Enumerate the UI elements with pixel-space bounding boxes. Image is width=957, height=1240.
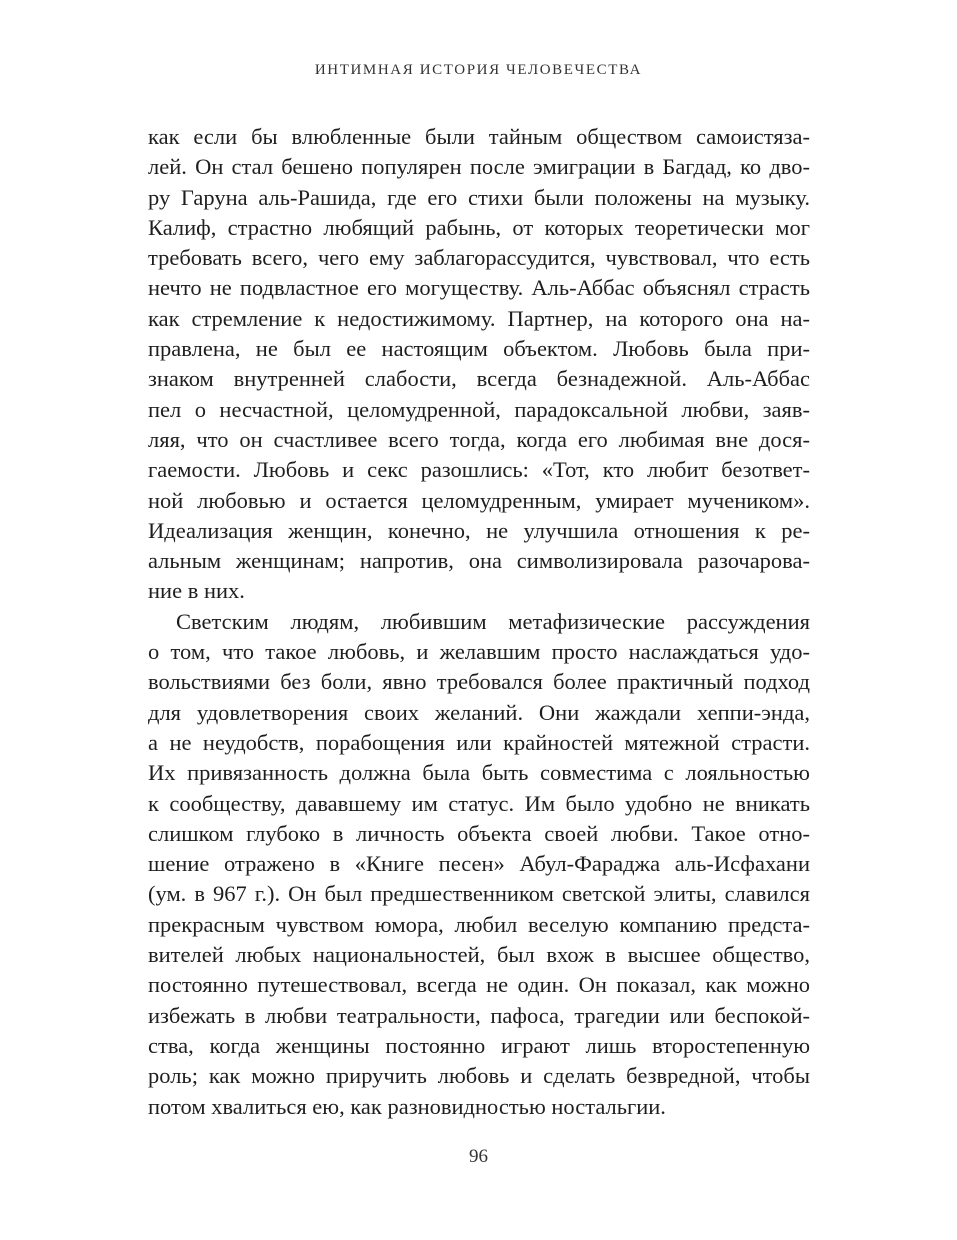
text-line: (ум. в 967 г.). Он был предшественником светской элиты, славился [148, 881, 810, 907]
text-line: Светским людям, любившим метафизические рассуждения [176, 608, 810, 634]
text-line: ру Гаруна аль-Рашида, где его стихи были положены на музыку. [148, 184, 810, 210]
text-line: о том, что такое любовь, и желавшим просто наслаждаться удо- [148, 639, 810, 665]
text-line: лей. Он стал бешено популярен после эмиграции в Багдад, ко дво- [148, 154, 810, 180]
text-line: альным женщинам; напротив, она символизировала разочарова- [148, 548, 810, 574]
text-line: как если бы влюбленные были тайным обществом самоистяза- [148, 124, 810, 149]
page-number: 96 [469, 1146, 488, 1167]
text-line: нечто не подвластное его могуществу. Аль-Аббас объяснял страсть [148, 275, 810, 301]
text-line: вителей любых национальностей, был вхож в высшее общество, [148, 942, 810, 968]
text-line: Идеализация женщин, конечно, не улучшила отношения к ре- [148, 517, 810, 543]
text-line: потом хвалиться ею, как разновидностью ностальгии. [148, 1093, 666, 1119]
text-line: шение отражено в «Книге песен» Абул-Фараджа аль-Исфахани [148, 851, 810, 877]
text-line: требовать всего, чего ему заблагорассудится, чувствовал, что есть [148, 245, 810, 271]
text-line: правлена, не был ее настоящим объектом. Любовь была при- [148, 336, 810, 362]
text-line: к сообществу, дававшему им статус. Им было удобно не вникать [148, 790, 810, 816]
text-line: для удовлетворения своих желаний. Они жаждали хеппи-энда, [148, 699, 810, 725]
text-line: Их привязанность должна была быть совместима с лояльностью [148, 760, 810, 786]
text-line: а не неудобств, порабощения или крайностей мятежной страсти. [148, 729, 810, 755]
text-line: постоянно путешествовал, всегда не один. Он показал, как можно [148, 972, 810, 998]
text-line: роль; как можно приручить любовь и сделать безвредной, чтобы [148, 1063, 810, 1089]
text-line: прекрасным чувством юмора, любил веселую компанию предста- [148, 911, 810, 937]
text-line: Калиф, страстно любящий рабынь, от которых теоретически мог [148, 214, 810, 240]
text-line: ляя, что он счастливее всего тогда, когда его любимая вне дося- [148, 426, 810, 452]
text-line: ства, когда женщины постоянно играют лишь второстепенную [148, 1032, 810, 1058]
paragraph [148, 607, 810, 1122]
text-line: избежать в любви театральности, пафоса, трагедии или беспокой- [148, 1002, 810, 1028]
text-line: знаком внутренней слабости, всегда безнадежной. Аль-Аббас [148, 366, 810, 392]
text-line: слишком глубоко в личность объекта своей любви. Такое отно- [148, 820, 810, 846]
running-head: ИНТИМНАЯ ИСТОРИЯ ЧЕЛОВЕЧЕСТВА [314, 62, 643, 78]
text-line: ной любовью и остается целомудренным, умирает мучеником». [148, 487, 810, 513]
text-line: вольствиями без боли, явно требовался более практичный подход [148, 669, 810, 695]
text-line: ние в них. [148, 578, 245, 604]
body-text [148, 122, 810, 1122]
text-line: как стремление к недостижимому. Партнер, на которого она на- [148, 305, 810, 331]
text-line: гаемости. Любовь и секс разошлись: «Тот, кто любит безответ- [148, 457, 810, 483]
paragraph [148, 122, 810, 607]
text-line: пел о несчастной, целомудренной, парадоксальной любви, заяв- [148, 396, 810, 422]
